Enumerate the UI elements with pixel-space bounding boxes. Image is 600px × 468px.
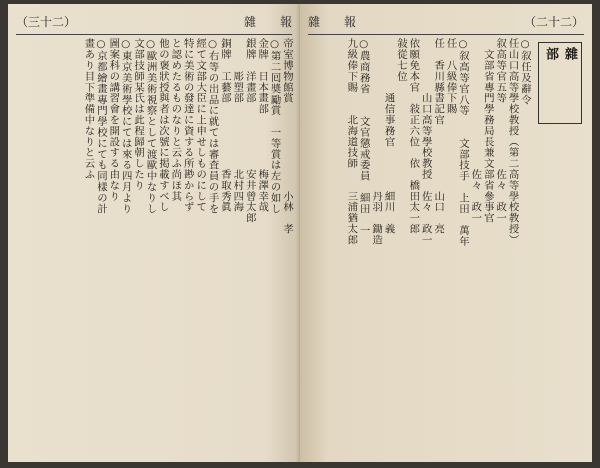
text-column: ○農商務省 文官懲戒委員 細田 一 xyxy=(357,38,370,236)
text-column: 任 八級俸下賜 xyxy=(444,38,457,115)
text-column: 依願免本官 敍正六位 依 橋田太一郎 xyxy=(407,38,420,235)
right-header-rule xyxy=(308,34,584,35)
left-page-number: （三十二） xyxy=(16,14,77,29)
text-column: と認めたるものなりと云ふ尚ほ其 xyxy=(169,38,182,202)
text-column: 叙高等官五等 佐々 政一 xyxy=(494,38,507,224)
left-page-text xyxy=(16,38,292,454)
text-column: 山口高等學校教授 佐々 政一 xyxy=(419,38,432,246)
left-page-running-title: 雜 報 xyxy=(243,14,292,29)
text-column: 銀牌 洋畫部 安井曾太郎 xyxy=(243,38,256,224)
text-column: 文部省專門學務局長兼文部省參事官 xyxy=(481,38,494,224)
text-column: 特に美術の發達に資する所尠からず xyxy=(181,38,194,213)
text-column: 任山口高等學校教授（第二高等學校教授） xyxy=(506,38,519,246)
right-page-header xyxy=(308,10,584,32)
text-column: 帝室博物館賞 小林 孝 xyxy=(281,38,293,235)
book-spread xyxy=(8,4,592,462)
text-column: 經て文部大臣に上申せしものにして xyxy=(194,38,207,213)
text-column: 畫あり目下準備中なりと云ふ xyxy=(82,38,95,180)
text-column: 金牌 日本畫部 梅澤幸哉 xyxy=(256,38,269,213)
right-page-text xyxy=(308,38,584,454)
text-column: ○右等の出品に就ては審査員の手を xyxy=(206,38,219,214)
text-column: 任 香川縣書記官 山口 亮 xyxy=(432,38,445,235)
section-title-box: 雜 部 xyxy=(538,42,582,124)
left-page xyxy=(8,4,300,462)
text-column: 圖案科の講習會を開設する由なり xyxy=(107,38,120,202)
right-page xyxy=(300,4,592,462)
text-column: 彫塑部 北村四海 xyxy=(231,38,244,213)
text-column: 佐々 政一 xyxy=(469,38,482,224)
left-header-rule xyxy=(16,34,292,35)
text-column: 敍從七位 xyxy=(394,38,407,82)
text-column: 九級俸下賜 北海道技師 三浦猶太郎 xyxy=(345,38,358,246)
text-column: ○東京美術學校にては來る四月より xyxy=(119,38,132,214)
text-column: 他の褒狀授與者は次號に掲載すべし xyxy=(156,38,169,213)
text-column: 文部技師某氏は此程歸朝したり xyxy=(132,38,145,191)
text-column: 丹羽 鋤造 xyxy=(370,38,383,246)
text-column: ○歐洲美術視察として渡歐中なりし xyxy=(144,38,157,214)
text-column: ○叙任及辭令 xyxy=(519,38,531,105)
right-page-running-title: 雜 報 xyxy=(308,14,357,29)
text-column: 銅牌 工藝部 香取秀眞 xyxy=(218,38,231,213)
text-column: 通信事務官 細川 義 xyxy=(382,38,395,235)
text-column: ○京都繪畫專門學校にても同樣の計 xyxy=(94,38,107,214)
text-column: ○叙高等官八等 文部技手 上田 萬年 xyxy=(456,38,469,247)
left-page-header xyxy=(16,10,292,32)
right-page-number: （二十二） xyxy=(523,14,584,29)
text-column: ○第二囘奬勵賞 一等賞は左の如し xyxy=(268,38,281,214)
